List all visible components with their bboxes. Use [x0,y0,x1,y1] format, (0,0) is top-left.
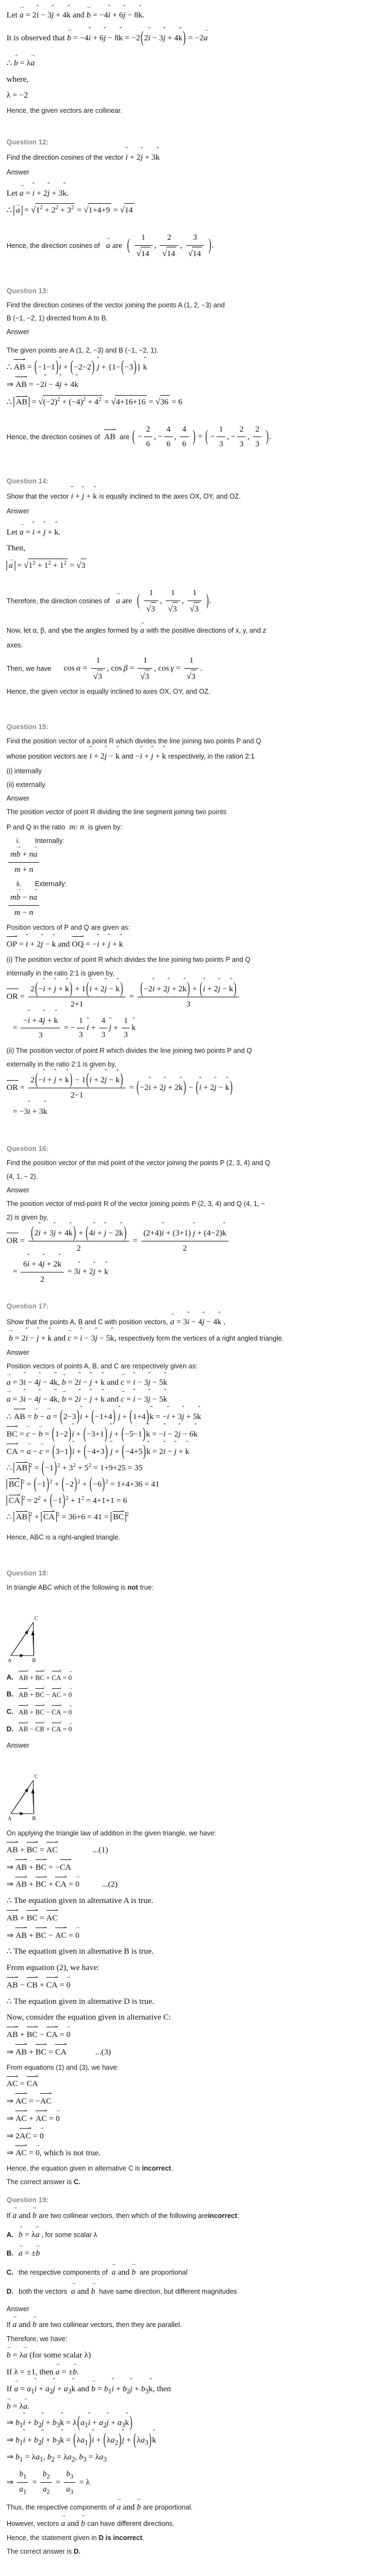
question-18-prompt-post: true: [140,1583,154,1591]
svg-text:A: A [8,1657,12,1664]
question-18-option-a-math: → AB + → BC + → CA = 0 → [19,1671,72,1684]
question-16-answer-label: Answer [7,1186,29,1195]
question-12-prompt [7,151,376,165]
question-13-heading: Question 13: [7,287,49,295]
question-18-option-b[interactable] [7,1688,376,1701]
question-19-prompt-if: If [7,2211,10,2220]
question-13-block [7,287,376,452]
question-19-however-line [7,2517,376,2531]
triangle-abc-diagram-answer [8,1757,100,1822]
question-19-therefore: Therefore, we have: [7,2335,68,2343]
question-17-conclusion: Hence, ABC is a right-angled triangle. [7,1533,121,1541]
question-19-option-a-label: A. [7,2230,14,2239]
question-19-block [7,2196,376,2558]
question-17-answer-label: Answer [7,1349,29,1357]
question-18-eq-10: ⇒ → AC = −→ AC [7,2094,376,2108]
question-14-angles-post: with the positive directions of x, y, and z [146,627,266,635]
triangle-abc-diagram [8,1599,100,1664]
question-15-pv-line: Position vectors of P and Q are given as: [7,924,130,932]
question-17-pv-a: a → = 3i ˆ − 4j ˆ − 4k ˆ [170,1315,222,1329]
question-19-option-d-text: have same direction, but different magnitudes [99,2287,237,2295]
question-16-ans-line-1: The position vector of mid-point R of the vector joining points P (2, 3, 4) and Q (4, 1, − [7,1199,265,1208]
question-14-angles-vector: a → [140,623,145,638]
question-13-are-label: are [119,433,130,441]
question-15-answer-label: Answer [7,794,29,802]
question-14-prompt-pre: Show that the vector [7,493,69,501]
question-14-prompt-post: is equally inclined to the axes OX, OY, and OZ. [99,493,241,501]
question-17-ab-squared: ∴ → AB $^2 = (-1)^2 + 3^2 + 5^2 = 1+9+25 = 35$ [7,1462,376,1475]
question-17-ca: → CA = a → − c → = (3−1)i ˆ + (−4+3) j ˆ + (−4+5)k ˆ = 2i ˆ − j ˆ + k ˆ [7,1444,376,1459]
question-18-option-c[interactable] [7,1706,376,1718]
question-19-option-a-body [19,2228,97,2242]
question-19-imply-4: ⇒ $\frac{b_1}{a_1}$ = $\frac{b_2}{a_2}$ = $\frac{b_3}{a_3}$ = λ [7,2468,376,2498]
question-19-option-b-label: B. [7,2250,14,2258]
question-14-direction-cosines: ( $\frac{1}{√3}$ , $\frac{1}{√3}$ , $\frac{1}{√3}$ ). [136,586,211,616]
question-18-eq-11: ⇒ → AC + → AC = 0 → [7,2111,376,2126]
question-17-pv-line: Position vectors of points A, B, and C are respectively given as: [7,1362,198,1371]
question-13-eq-1: ∴ → AB = (−1−1)i ˆ + (−2−2) j ˆ + {1−(−3)} k ˆ [7,360,376,374]
svg-text:B: B [32,1815,36,1822]
question-18-eq-3-tag: ...(2) [101,1880,118,1889]
question-13-given: The given points are A (1, 2, −3) and B (−1, −2, 1). [7,347,159,355]
question-18-answer-label: Answer [7,1742,29,1750]
question-12-conclusion [7,231,376,261]
question-19-option-d-math: a → and b → [69,2287,97,2296]
question-15-op-oq: → OP = i ˆ + 2j ˆ − k ˆ and → OQ = −i ˆ + j ˆ + k ˆ [7,937,376,951]
question-19-option-c-text: are proportional [139,2269,188,2277]
question-18-eq-12: ⇒ 2→ AC = 0 → [7,2129,376,2143]
question-19-hence-pre: Hence, the statement given in [7,2534,97,2542]
question-13-conclusion [7,423,376,452]
question-17-prompt-line-1 [7,1315,376,1329]
question-19-option-c[interactable] [7,2265,376,2280]
intro-line-3: ∴ b → = λa → [7,56,376,70]
question-18-option-b-label: B. [7,1690,14,1699]
question-18-eq-9: → AC = → CA [7,2076,376,2091]
question-18-correct-bold: C. [73,2178,81,2186]
triangle-figure-question [8,1599,376,1666]
question-14-axes-line: axes. [7,641,23,650]
question-18-now-consider: Now, consider the equation given in alternative C: [7,2013,171,2022]
question-14-dc-line [7,586,376,616]
question-15-block [7,723,376,1118]
question-15-ans-line-1: The position vector of point R dividing the line segment joining two points [7,808,227,816]
question-14-dc-vector: a → are [112,594,132,608]
question-17-sum: ∴ → AB $^2$ + → CA $^2$ = 36+6 = 41 = → BC $^2$ [7,1511,376,1524]
question-19-option-a[interactable] [7,2228,376,2242]
question-18-eq-13-post: , which is not true. [39,2149,101,2158]
question-14-then: Then, [7,544,26,553]
question-13-prompt-line-2: B (−1, −2, 1) directed from A to B. [7,314,108,323]
question-18-eq-1: → AB + → BC = → AC ...(1) [7,1842,376,1857]
intro-line-2: It is observed that b → = −4i ˆ + 6j ˆ − 8k ˆ = −2(2i ˆ − 3j ˆ + 4k ˆ) = −2a → [7,31,376,45]
question-19-option-d-body [19,2284,237,2299]
question-18-option-d-label: D. [7,1725,14,1733]
question-18-eq-1-tag: ...(1) [92,1845,109,1854]
question-19-option-b-body [19,2246,40,2260]
question-18-correct-pre: The correct answer is [7,2178,72,2186]
question-15-part-i-result: = $\frac{\text{−i ˆ + 4j ˆ + k ˆ}}{3}$ = − $\frac{1}{3}$ i ˆ + $\frac{4}{3}$ j ˆ + $\frac{1}{3}$ k ˆ [7,1014,376,1043]
question-19-prompt-vectors: a → and b → [13,2209,37,2223]
question-15-and-label: and [122,753,134,761]
question-12-prompt-math: i ˆ + 2j ˆ + 3k ˆ [125,151,160,165]
question-18-heading: Question 18: [7,1569,49,1577]
question-12-prompt-text: Find the direction cosines of the vector [7,153,124,161]
question-19-b-lambda-a: b → = λa → (for some scalar λ) [7,2348,376,2362]
question-19-option-a-text: , for some scalar λ [41,2230,97,2239]
question-18-eq-8-tag: ...(3) [95,2047,111,2057]
question-13-eq-3: ∴ → AB = $√(-2)^2 + (-4)^2 + 4^2 = √4+16+16 = √36 = 6$ [7,395,376,409]
question-18-law-line: On applying the triangle law of addition in the given triangle, we have: [7,1829,217,1837]
question-15-pv-q: −i ˆ + j ˆ + k ˆ [135,750,166,763]
question-15-part-i-line-1: (i) The position vector of point R which divides the line joining two points P and Q [7,955,251,963]
question-14-modulus: a → = $√1^2 + 1^2 + 1^2 = √3$ [7,558,376,573]
question-17-pv-bc: b → = 2i ˆ − j ˆ + k ˆ and c → = i ˆ − 3j ˆ − 5k ˆ, [9,1331,116,1345]
intro-line-6: Hence, the given vectors are collinear. [7,107,122,115]
question-19-prompt-bold: incorrect [208,2211,237,2220]
question-18-conclusion-bold: incorrect [142,2165,171,2173]
question-13-conclusion-text: Hence, the direction cosines of [7,433,100,441]
question-15-part-ii-result: = −3i ˆ + 3k ˆ [7,1105,376,1119]
svg-text:A: A [8,1815,12,1822]
question-19-option-d-pre: both the vectors [19,2287,67,2295]
question-19-option-c-math: a → and b → [110,2268,138,2277]
question-18-option-d[interactable] [7,1723,376,1735]
question-16-result: = $\frac{\text{6i ˆ + 4j ˆ + 2k ˆ}}{2}$ = 3i ˆ + 2j ˆ + k ˆ [7,1258,376,1287]
question-15-roman-ii-numeral: ii. [16,880,22,888]
question-16-prompt-line-2: (4, 1, − 2). [7,1173,38,1181]
question-18-eq-7: → AB + → BC − → CA = 0 → [7,2027,376,2042]
question-18-conclusion [7,2163,376,2175]
question-18-from-eq-2: From equation (2), we have: [7,1963,100,1973]
question-15-roman-i [16,837,376,845]
question-16-prompt-line-1: Find the position vector of the mid point of the vector joining the points P (2, 3, 4) and Q [7,1159,271,1167]
question-17-pv-eq-1: a → = 3i ˆ − 4j ˆ − 4k ˆ, b → = 2i ˆ − j ˆ + k ˆ and c → = i ˆ − 3j ˆ − 5k ˆ [7,1375,376,1390]
question-18-option-d-math: → AB − → CB + → CA = 0 → [19,1723,72,1735]
question-16-equation: OR = $\frac{\text{(2i ˆ + 3j ˆ + 4k ˆ) + (4i ˆ + j ˆ − 2k ˆ)}}{2}$ = $\frac{\text{(2+4)i ˆ + (3+1) j ˆ + (4−2)k ˆ}}{2}$ [7,1227,376,1256]
question-19-hence-bold: D is incorrect [98,2534,142,2542]
question-12-answer-label: Answer [7,168,29,176]
question-15-part-i-equation: OR = $\frac{\text{2(−i ˆ + j ˆ + k ˆ) + 1(i ˆ + 2j ˆ − k ˆ)}}{2+1}$ = $\frac{\text{(−2i ˆ + 2j ˆ + 2k ˆ) + (i ˆ + 2j ˆ − k ˆ)}}{3}$ [7,983,376,1011]
question-18-eq-3: ⇒ → AB + → BC + → CA = 0 → ...(2) [7,1877,376,1892]
question-18-option-a-label: A. [7,1673,14,1681]
intro-line-1: Let a → = 2i ˆ − 3j ˆ + 4k ˆ and b → = −4i ˆ + 6j ˆ − 8k ˆ. [7,8,376,22]
question-17-block [7,1302,376,1544]
question-17-bc-squared: → BC $^2 = (-1)^2 + (-2)^2 + (-6)^2 = 1+4+36 = 41$ [7,1478,376,1492]
question-17-prompt-post: respectively form the vertices of a right angled triangle. [118,1334,284,1342]
question-19-thus-post: are proportional. [143,2503,193,2511]
question-19-option-b-math: a → = ±b → [19,2249,40,2258]
question-15-pv-p: i ˆ + 2j ˆ − k ˆ [89,750,119,763]
question-19-hence-line [7,2532,376,2544]
question-18-eq-8: ⇒ → AB + → BC = → CA ...(3) [7,2045,376,2059]
question-19-prompt-post: are two collinear vectors, then which of the following are [39,2211,208,2220]
question-19-option-c-label: C. [7,2269,14,2277]
question-19-answer-label: Answer [7,2305,29,2313]
intro-block [7,8,376,117]
question-19-option-a-math: b → = λa → [19,2230,39,2239]
question-18-prompt-bold: not [127,1583,139,1591]
question-15-heading: Question 15: [7,723,49,731]
question-15-part-ii-equation: OR = $\frac{\text{2(−i ˆ + j ˆ + k ˆ) − 1(i ˆ + 2j ˆ − k ˆ)}}{2-1}$ = (−2i ˆ + 2j ˆ + 2k ˆ) − (i ˆ + 2j ˆ − k ˆ) [7,1074,376,1102]
question-19-thus-line [7,2500,376,2514]
question-15-part-ii-label: (ii) externally [7,780,45,789]
question-15-external-formula: $\frac{mb \to - na \to}{m - n}$ [7,890,376,920]
question-15-part-i-label: (i) internally [7,767,42,775]
question-18-prompt [7,1582,376,1594]
question-15-part-i-line-2: internally in the ratio 2:1 is given by, [7,969,115,977]
question-15-roman-i-numeral: i. [16,837,20,845]
question-19-ans-vectors: a → and b → [13,2318,37,2332]
question-13-eq-2: ⇒ → AB = −2i ˆ − 4j ˆ + 4k ˆ [7,377,376,392]
question-19-imply-2: ⇒ $b_1i$ ˆ + $b_2j$ ˆ + $b_3k$ ˆ = $(\lambda a_1)i$ ˆ + $(\lambda a_2)j$ ˆ + $(\lambda a_3)k$ ˆ [7,2434,376,2448]
question-15-part-ii-line-1: (ii) The position vector of point R which divides the line joining two points P and Q [7,1047,252,1055]
question-15-ans-line-2-text: P and Q in the ratio [7,823,67,831]
question-15-roman-ii [16,880,376,888]
question-15-roman-i-label: Internally: [35,837,65,845]
question-19-thus-pre: Thus, the respective components of [7,2503,115,2511]
triangle-figure-answer [8,1757,376,1825]
question-19-however-post: can have different directions. [87,2519,175,2527]
question-17-pv-eq-2: a → = 3i ˆ − 4j ˆ − 4k ˆ, b → = 2i ˆ − j ˆ + k ˆ and c → = i ˆ − 3j ˆ − 5k ˆ [7,1392,376,1407]
question-15-roman-ii-label: Externally: [35,880,67,888]
question-19-prompt-colon: : [237,2211,239,2220]
question-18-alt-d-true: ∴ The equation given in alternative D is true. [7,1997,154,2006]
question-14-prompt [7,490,376,504]
question-18-alt-b-true: ∴ The equation given in alternative B is true. [7,1947,154,1956]
question-15-prompt-line-1: Find the position vector of a point R which divides the line joining two points P and Q [7,737,261,745]
question-17-prompt-pre: Show that the points A, B and C with position vectors, [7,1318,168,1326]
question-12-let: Let a → = i ˆ + 2j ˆ + 3k ˆ. [7,186,376,201]
question-19-correct-answer [7,2546,376,2558]
question-19-option-c-body [19,2265,188,2280]
question-19-option-d[interactable] [7,2284,376,2299]
question-15-prompt-pre: whose position vectors are [7,753,87,761]
question-12-block [7,138,376,261]
question-14-heading: Question 14: [7,477,49,486]
question-17-prompt-line-2 [7,1331,376,1345]
intro-line-5: λ = −2 [7,91,28,100]
question-15-internal-formula: $\frac{mb \to + na \to}{m + n}$ [7,847,376,877]
question-19-thus-vectors: a → and b → [117,2500,141,2514]
question-19-option-d-label: D. [7,2287,14,2295]
intro-line-4: where, [7,75,29,84]
question-17-heading: Question 17: [7,1302,49,1310]
question-14-prompt-math: i ˆ + j ˆ + k ˆ [71,490,97,504]
svg-text:C: C [34,1773,38,1780]
question-18-correct-answer [7,2177,376,2189]
question-13-prompt-line-1: Find the direction cosines of the vector joining the points A (1, 2, −3) and [7,301,225,309]
question-19-however-pre: However, vectors [7,2519,59,2527]
question-15-prompt-line-2 [7,750,376,763]
question-17-ca-squared: → CA $^2 = 2^2 + (-1)^2 + 1^2 = 4+1+1 = 6$ [7,1494,376,1508]
question-19-b-eq-lambda-a: b → = λa →. [7,2399,376,2414]
question-14-cos-line [7,654,376,684]
question-18-prompt-pre: In triangle ABC which of the following is [7,1583,126,1591]
question-13-answer-label: Answer [7,328,29,336]
question-19-ans-line [7,2318,376,2332]
question-19-ans-if: If [7,2320,10,2329]
question-15-prompt-post: respectively, in the ration 2:1 [168,753,255,761]
question-19-imply-3: ⇒ $b_1 = \lambda a_1$, $b_2 = \lambda a_2$, $b_3 = \lambda a_3$ [7,2453,107,2464]
question-19-hence-post: . [142,2534,145,2542]
question-18-alt-a-true: ∴ The equation given in alternative A is true. [7,1896,153,1906]
question-18-eq-6: → AB − → CB + → CA = 0 → [7,1978,376,1992]
question-14-cos-math: cos α = $\frac{1}{√3}$ , cos β = $\frac{1}{√3}$ , cos γ = $\frac{1}{√3}$ . [53,654,202,684]
question-18-eq-2: ⇒ → AB + → BC = −→ CA [7,1860,376,1875]
question-12-heading: Question 12: [7,138,49,146]
question-18-block [7,1569,376,2189]
question-16-block [7,1145,376,1287]
question-18-eq-5: ⇒ → AB + → BC − → AC = 0 → [7,1928,376,1943]
question-19-however-vectors: a → and b → [61,2517,85,2531]
question-18-option-a[interactable] [7,1671,376,1684]
question-18-eq-13: ⇒ → AC = 0 →, which is not true. [7,2145,376,2160]
question-15-part-ii-line-2: externally in the ratio 2:1 is given by, [7,1060,117,1068]
question-19-correct-pre: The correct answer is [7,2548,72,2556]
question-19-option-b[interactable] [7,2246,376,2260]
question-17-bc: → BC = c → − b → = (1−2)i ˆ + (−3+1) j ˆ + (−5−1)k ˆ = −i ˆ − 2j ˆ − 6k ˆ [7,1427,376,1441]
question-14-block [7,477,376,698]
svg-text:C: C [34,1615,38,1622]
question-14-then-we-have: Then, we have [7,665,51,673]
question-18-conclusion-pre: Hence, the equation given in alternative C is [7,2165,140,2173]
question-19-ans-post: are two collinear vectors, then they are parallel. [39,2320,182,2329]
question-18-option-c-label: C. [7,1708,14,1716]
question-17-prompt-comma: , [223,1318,226,1326]
question-15-ratio-mn: m: n [69,822,85,832]
question-12-direction-cosines: ( $\frac{1}{√14}$ , $\frac{2}{√14}$ , $\frac{3}{√14}$ ). [127,231,214,261]
question-13-conclusion-vector: → AB [102,429,117,444]
question-19-correct-bold: D. [73,2548,81,2556]
question-13-direction-cosines: ( − $\frac{2}{6}$ , − $\frac{4}{6}$ , $\frac{4}{6}$ ) = ( − $\frac{1}{3}$ , − $\frac{2}{3}$ , $\frac{2}{3}$ ). [131,423,271,452]
question-19-if-lambda: If λ = ±1, then a → = ±b →. [7,2365,376,2379]
question-18-conclusion-post: . [171,2165,173,2173]
svg-text:B: B [32,1657,36,1664]
question-12-conclusion-text: Hence, the direction cosines of [7,242,100,250]
question-16-ans-line-2: 2) is given by, [7,1213,49,1221]
question-19-heading: Question 19: [7,2196,49,2204]
question-19-prompt [7,2209,376,2223]
question-15-ans-line-2 [7,821,376,834]
question-14-answer-label: Answer [7,507,29,515]
question-18-eq-4: → AB + → BC = → AC [7,1911,376,1925]
question-14-let: Let a → = i ˆ + j ˆ + k ˆ. [7,525,376,540]
question-14-angles-line [7,623,376,638]
question-16-heading: Question 16: [7,1145,49,1153]
question-12-modulus: ∴ a → = $√1^2 + 2^2 + 3^2 = √1+4+9 = √14$ [7,203,376,217]
question-18-option-b-math: → AB + → BC − → AC = 0 → [19,1688,72,1701]
question-15-given-by: is given by: [86,823,123,831]
question-17-ab: ∴ → AB = b → − a → = (2−3)i ˆ + (−1+4) j ˆ + (1+4)k ˆ = −i ˆ + 3j ˆ + 5k ˆ [7,1409,376,1424]
question-19-option-c-pre: the respective components of [19,2269,108,2277]
question-19-imply-1: ⇒ $b_1i$ ˆ + $b_2j$ ˆ + $b_3k$ ˆ = $\lambda(a_1i$ ˆ + $a_2j$ ˆ + $a_3k$ ˆ) [7,2416,376,2431]
question-18-from-1-and-3: From equations (1) and (3), we have: [7,2063,119,2071]
question-12-conclusion-vector: a → are [102,239,122,253]
question-18-option-c-math: → AB + → BC − → CA = 0 → [19,1706,72,1718]
question-14-dc-text: Therefore, the direction cosines of [7,597,110,605]
question-19-components: If a → = $a_1i$ ˆ + $a_2j$ ˆ + $a_3k$ ˆ and b → = $b_1i$ ˆ + $b_2j$ ˆ + $b_3k$ ˆ, then [7,2382,376,2397]
question-14-angles-pre: Now, let α, β, and γbe the angles formed by [7,627,138,635]
question-14-conclusion: Hence, the given vector is equally inclined to axes OX, OY, and OZ. [7,687,211,695]
